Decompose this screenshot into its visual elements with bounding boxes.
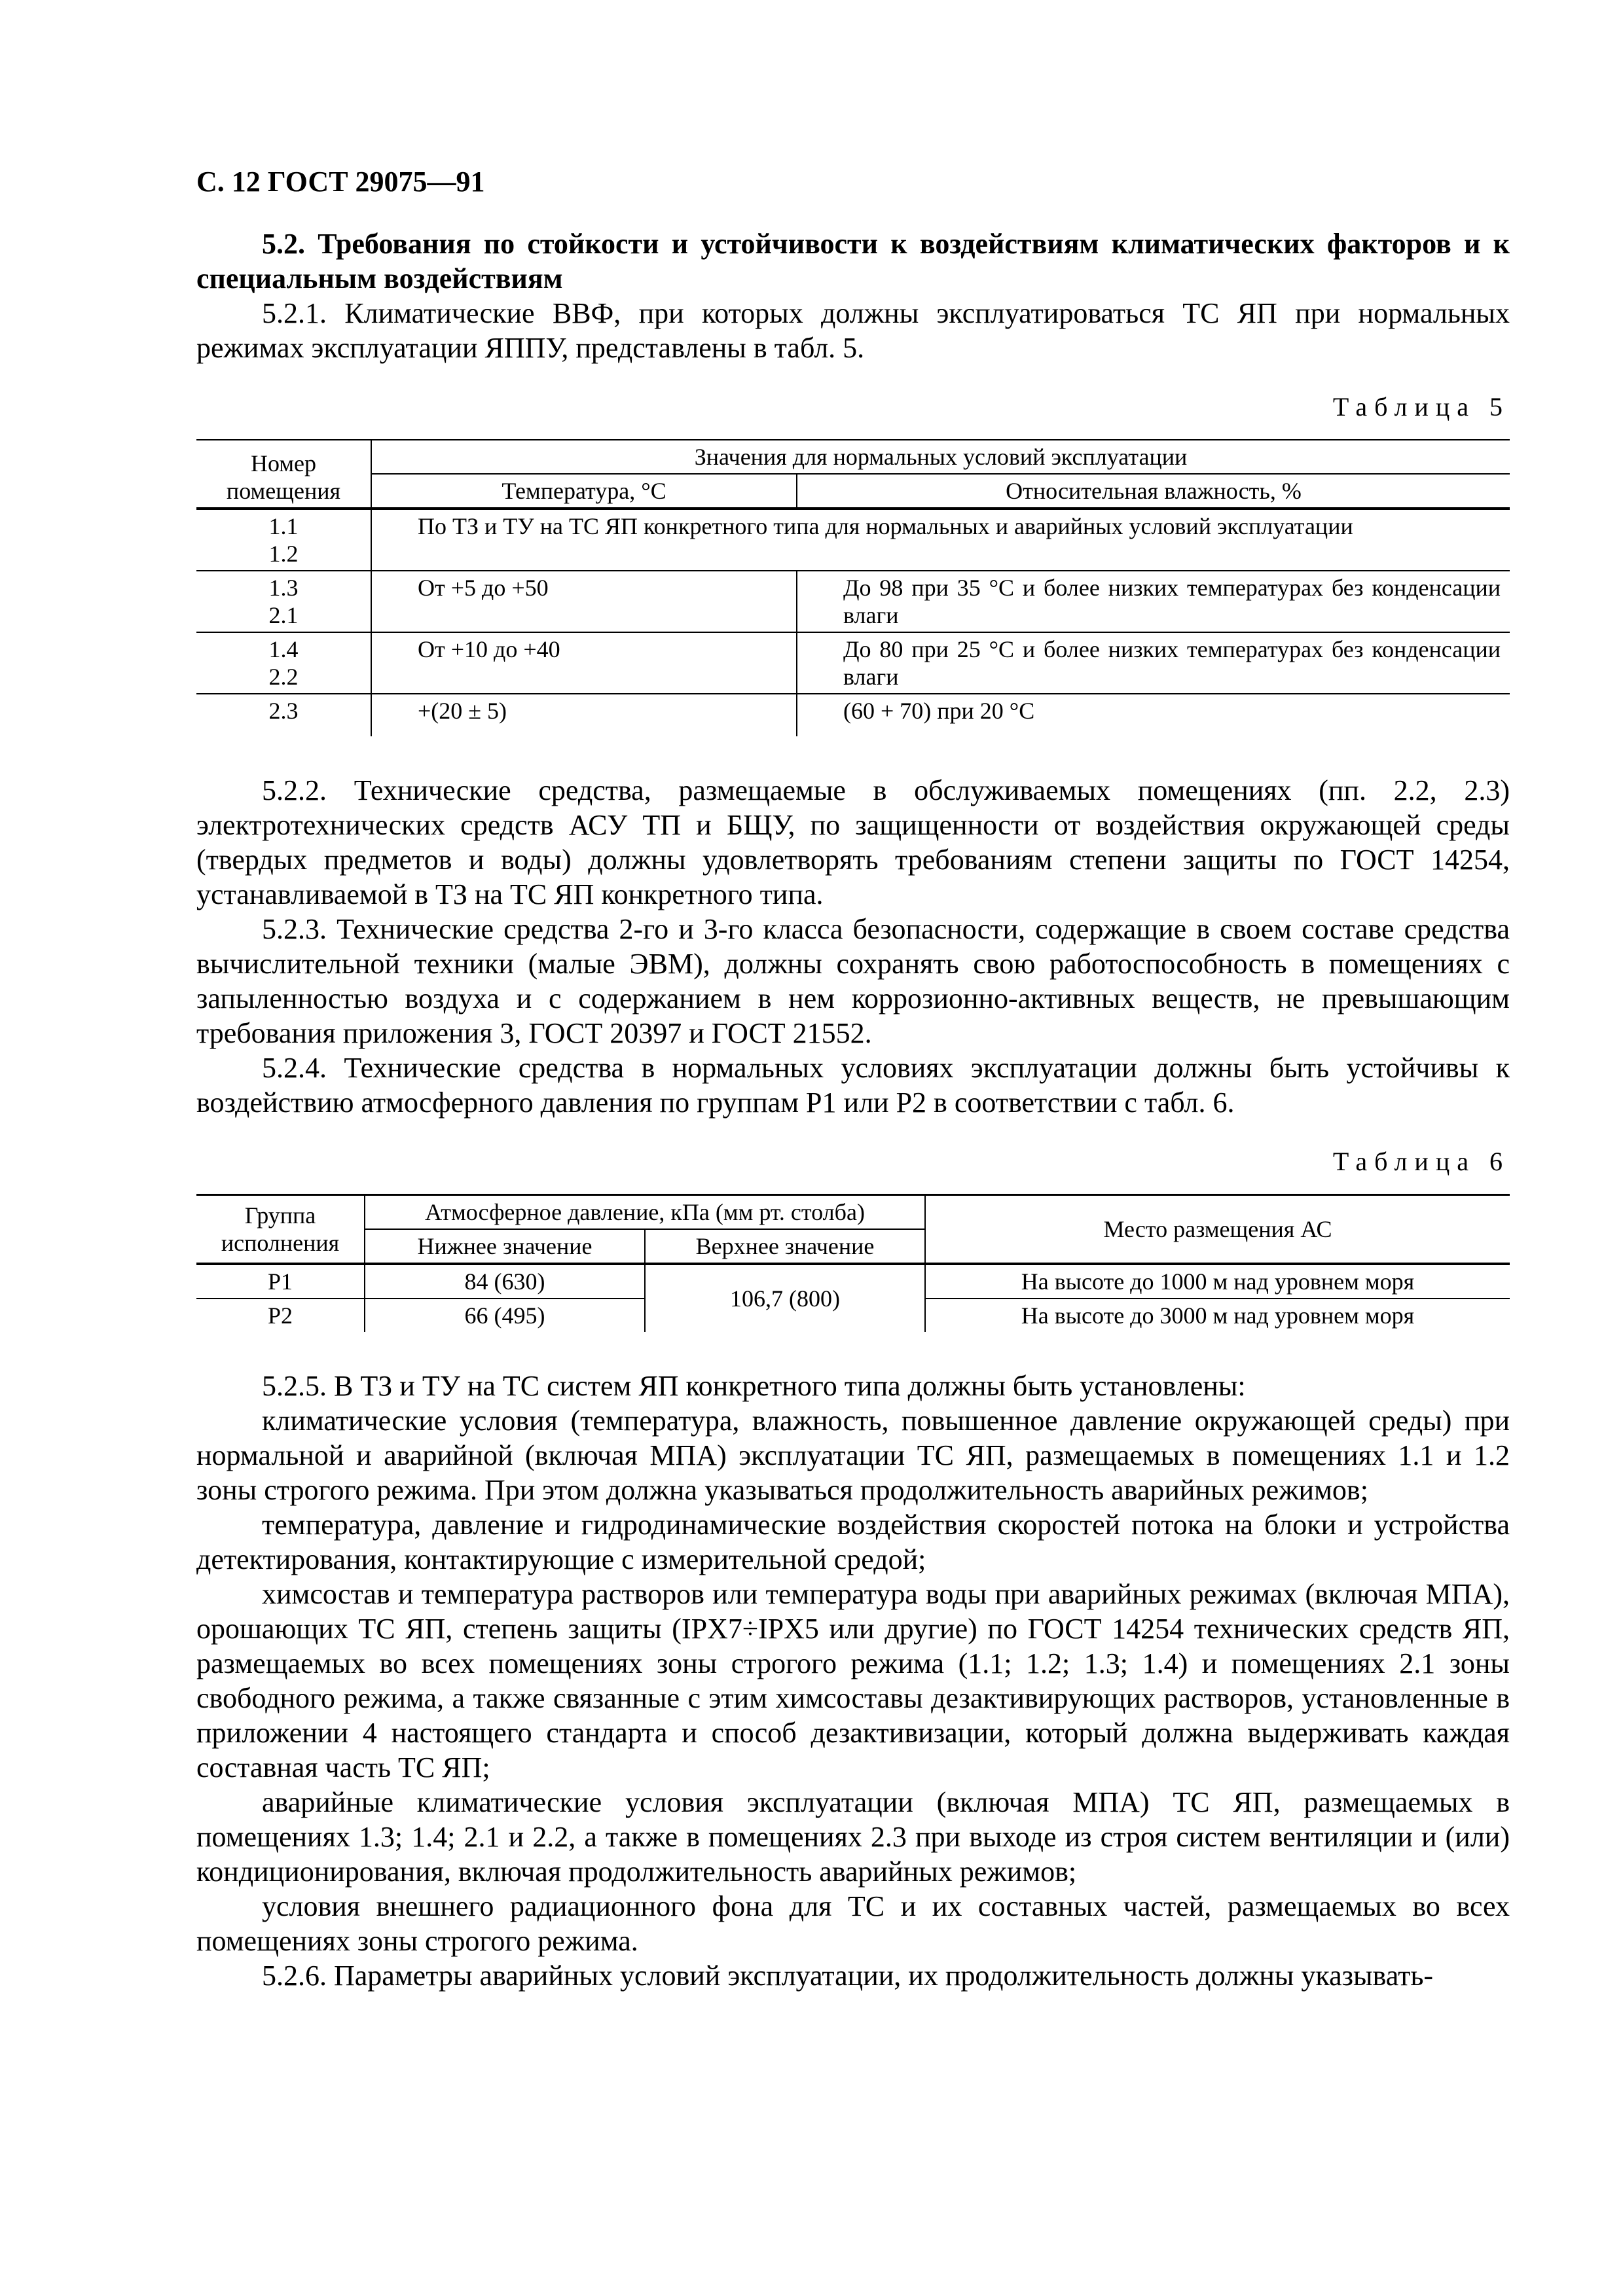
table-row xyxy=(196,632,1510,694)
paragraph-5-2-5: 5.2.5. В ТЗ и ТУ на ТС систем ЯП конкретного типа должны быть установлены: xyxy=(262,1370,1246,1402)
paragraph-5-2-2: 5.2.2. Технические средства, размещаемые в обслуживаемых помещениях (пп. 2.2, 2.3) электротехнических средств АСУ ТП и БЩУ, по защищенности от воздействия окружающей среды (твердых предметов и воды) должны удовлетворять требованиям степени защиты по ГОСТ 14254, устанавливаемой в ТЗ на ТС ЯП конкретного типа. xyxy=(196,774,1510,910)
table-5 xyxy=(196,439,1510,736)
table-5-temp: +(20 ± 5) xyxy=(371,694,797,736)
paragraph-5-2-5-item-b: температура, давление и гидродинамические воздействия скоростей потока на блоки и устройства детектирования, контактирующие с измерительной средой; xyxy=(196,1509,1510,1575)
table-5-header-room: Номер помещения xyxy=(196,440,371,509)
table-6-group: Р2 xyxy=(196,1299,365,1332)
table-5-header-group: Значения для нормальных условий эксплуатации xyxy=(371,440,1510,474)
table-6-lower: 66 (495) xyxy=(365,1299,645,1332)
table-row xyxy=(196,571,1510,632)
table-6-upper: 106,7 (800) xyxy=(645,1264,925,1332)
table-5-header-humidity: Относительная влажность, % xyxy=(797,474,1510,509)
paragraph-5-2-5-item-c: химсостав и температура растворов или температура воды при аварийных режимах (включая МПА), орошающих ТС ЯП, степень защиты (IPX7÷IPX5 или другие) по ГОСТ 14254 технических средств ЯП, размещаемых во всех помещениях зоны строгого режима (1.1; 1.2; 1.3; 1.4) и помещениях 2.1 зоны свободного режима, а также связанные с этим химсоставы дезактивирующих растворов, установленные в приложении 4 настоящего стандарта и способ дезактивизации, который должна выдерживать каждая составная часть ТС ЯП; xyxy=(196,1578,1510,1784)
paragraph-5-2-1: 5.2.1. Климатические ВВФ, при которых должны эксплуатироваться ТС ЯП при нормальных режимах эксплуатации ЯППУ, представлены в табл. 5. xyxy=(196,297,1510,364)
table-row xyxy=(196,694,1510,736)
table-6-header-upper: Верхнее значение xyxy=(645,1229,925,1264)
table-row xyxy=(196,509,1510,571)
table-6-lower: 84 (630) xyxy=(365,1264,645,1299)
table-6-header-lower: Нижнее значение xyxy=(365,1229,645,1264)
table-6-header-group: Группа исполнения xyxy=(196,1195,365,1265)
paragraph-5-2-5-item-d: аварийные климатические условия эксплуатации (включая МПА) ТС ЯП, размещаемых в помещениях 1.3; 1.4; 2.1 и 2.2, а также в помещениях 2.3 при выходе из строя систем вентиляции и (или) кондиционирования, включая продолжительность аварийных режимов; xyxy=(196,1786,1510,1888)
table-5-temp: От +10 до +40 xyxy=(371,632,797,694)
table-5-span-cell: По ТЗ и ТУ на ТС ЯП конкретного типа для нормальных и аварийных условий эксплуатации xyxy=(371,509,1510,571)
paragraph-5-2-5-item-a: климатические условия (температура, влажность, повышенное давление окружающей среды) при нормальной и аварийной (включая МПА) эксплуатации ТС ЯП, размещаемых в помещениях 1.1 и 1.2 зоны строгого режима. При этом должна указываться продолжительность аварийных режимов; xyxy=(196,1405,1510,1506)
paragraph-5-2-6: 5.2.6. Параметры аварийных условий эксплуатации, их продолжительность должны указывать- xyxy=(262,1960,1434,1992)
table-5-humidity: До 80 при 25 °С и более низких температурах без конденсации влаги xyxy=(797,632,1510,694)
paragraph-5-2-4: 5.2.4. Технические средства в нормальных условиях эксплуатации должны быть устойчивы к воздействию атмосферного давления по группам Р1 или Р2 в соответствии с табл. 6. xyxy=(196,1052,1510,1119)
table-5-caption: Таблица 5 xyxy=(1332,392,1510,422)
document-page xyxy=(196,164,1510,1993)
table-6 xyxy=(196,1194,1510,1332)
table-5-temp: От +5 до +50 xyxy=(371,571,797,632)
table-5-room: 1.4 2.2 xyxy=(196,632,371,694)
table-row xyxy=(196,1264,1510,1299)
paragraph-5-2-3: 5.2.3. Технические средства 2-го и 3-го класса безопасности, содержащие в своем составе средства вычислительной техники (малые ЭВМ), должны сохранять свою работоспособность в помещениях с запыленностью воздуха и с содержанием в нем коррозионно-активных веществ, не превышающим требования приложения 3, ГОСТ 20397 и ГОСТ 21552. xyxy=(196,913,1510,1049)
page-header: С. 12 ГОСТ 29075—91 xyxy=(196,166,485,198)
table-6-caption: Таблица 6 xyxy=(1332,1147,1510,1176)
table-6-place: На высоте до 1000 м над уровнем моря xyxy=(925,1264,1510,1299)
paragraph-5-2-5-item-e: условия внешнего радиационного фона для ТС и их составных частей, размещаемых во всех помещениях зоны строгого режима. xyxy=(196,1890,1510,1957)
table-6-header-place: Место размещения АС xyxy=(925,1195,1510,1265)
table-5-room: 2.3 xyxy=(196,694,371,736)
section-title: 5.2. Требования по стойкости и устойчивости к воздействиям климатических факторов и к специальным воздействиям xyxy=(196,228,1510,295)
table-5-room: 1.1 1.2 xyxy=(196,509,371,571)
table-6-place: На высоте до 3000 м над уровнем моря xyxy=(925,1299,1510,1332)
table-5-humidity: (60 + 70) при 20 °С xyxy=(843,698,1035,724)
table-5-humidity: До 98 при 35 °С и более низких температурах без конденсации влаги xyxy=(797,571,1510,632)
table-5-header-temp: Температура, °С xyxy=(371,474,797,509)
table-6-header-pressure: Атмосферное давление, кПа (мм рт. столба) xyxy=(365,1195,925,1230)
table-5-room: 1.3 2.1 xyxy=(196,571,371,632)
table-6-group: Р1 xyxy=(196,1264,365,1299)
